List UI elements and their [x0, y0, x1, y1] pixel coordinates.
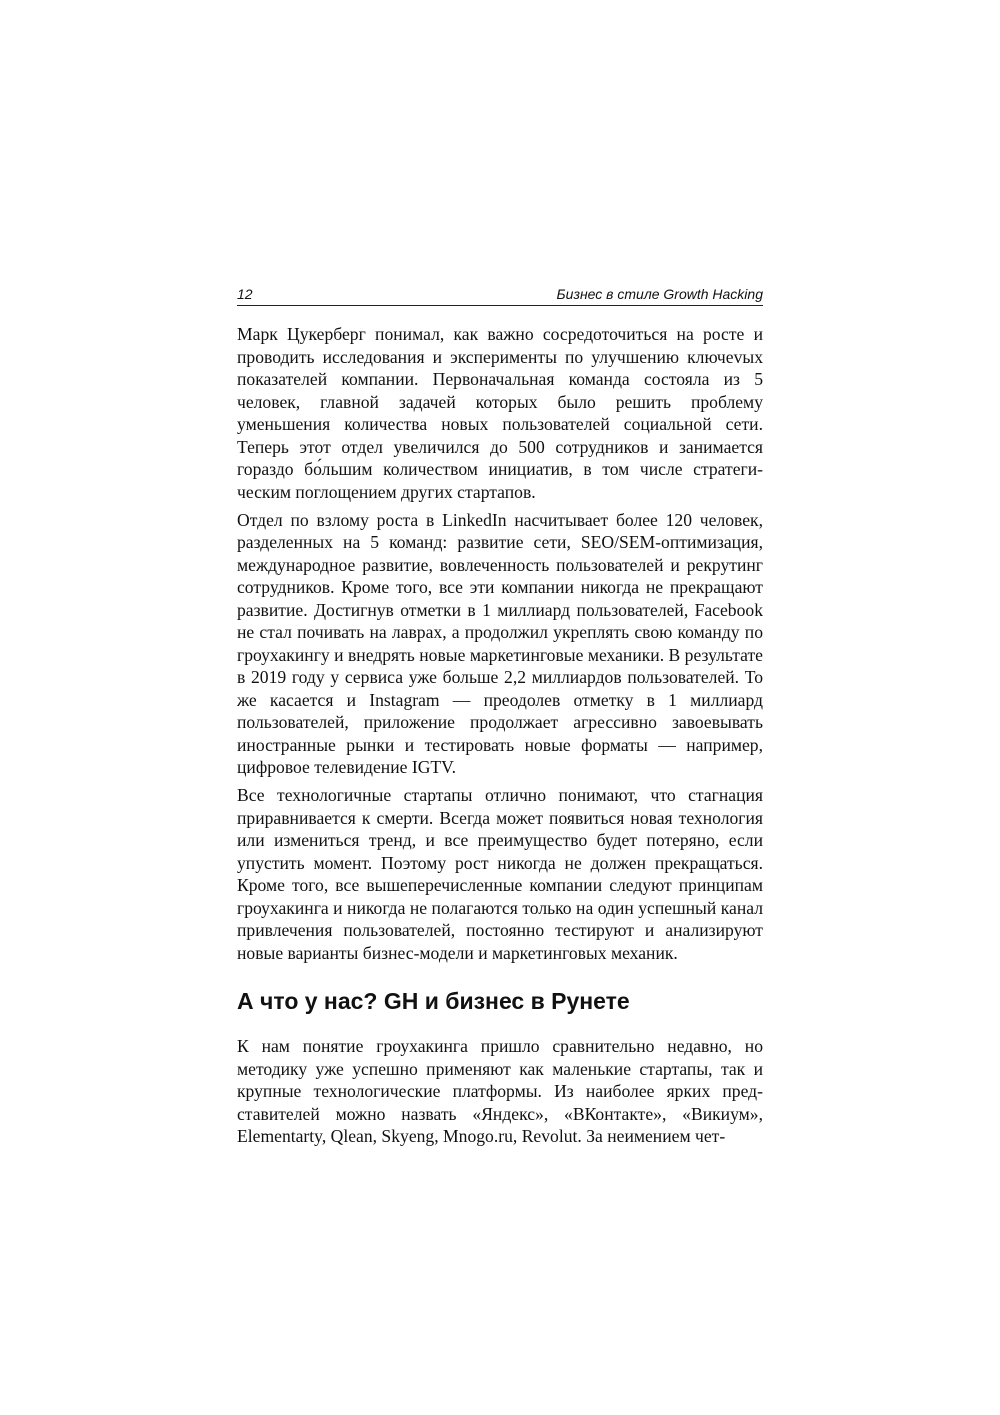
paragraph: Все технологичные стартапы отлично понимают, что стагнация приравнивается к смерти. Всегда может появиться новая технология или измениться тренд, и все преимущество будет потеряно, если упустить момент. Поэтому рост никогда не должен прекращаться. Кроме того, все вышеперечисленные компании следуют принципам гроухакинга и никогда не полагаются только на один успешный канал привлечения пользователей, постоянно тестируют и анализируют новые варианты бизнес-модели и маркетинговых механик.	[237, 785, 763, 963]
body-text	[237, 323, 763, 1148]
section-heading: А что у нас? GH и бизнес в Рунете	[237, 988, 630, 1014]
paragraph: К нам понятие гроухакинга пришло сравнительно недавно, но методику уже успешно применяют как маленькие стартапы, так и крупные технологические платформы. Из наиболее ярких представителей можно назвать «Яндекс», «ВКонтакте», «Викиум», Elementarty, Qlean, Skyeng, Mnogo.ru, Revolut. За неимением чет-	[237, 1036, 763, 1146]
running-header	[237, 284, 763, 306]
book-page	[237, 284, 763, 1153]
running-title: Бизнес в стиле Growth Hacking	[556, 286, 763, 302]
paragraph: Отдел по взлому роста в LinkedIn насчитывает более 120 человек, разделенных на 5 команд: развитие сети, SEO/SEM-оптимизация, международное развитие, вовлеченность пользователей и рекрутинг сотрудников. Кроме того, все эти компании никогда не прекращают развитие. Достигнув отметки в 1 миллиард пользователей, Facebook не стал почивать на лаврах, а продолжил укреплять свою команду по гроухакингу и внедрять новые маркетинговые механики. В результате в 2019 году у сервиса уже больше 2,2 миллиардов пользователей. То же касается и Instagram — преодолев отметку в 1 миллиард пользователей, приложение продолжает агрессивно завоевывать иностранные рынки и тестировать новые форматы — например, цифровое телевидение IGTV.	[237, 509, 763, 777]
page-number: 12	[237, 286, 253, 302]
paragraph: Марк Цукерберг понимал, как важно сосредоточиться на росте и проводить исследования и эксперименты по улучшению ключеvых показателей компании. Первоначальная команда состояла из 5 человек, главной задачей которых было решить проблему уменьшения количества новых пользователей социальной сети. Теперь этот отдел увеличился до 500 сотрудников и занимается гораздо бо́льшим количеством инициатив, в том числе стратегическим поглощением других стартапов.	[237, 324, 763, 502]
